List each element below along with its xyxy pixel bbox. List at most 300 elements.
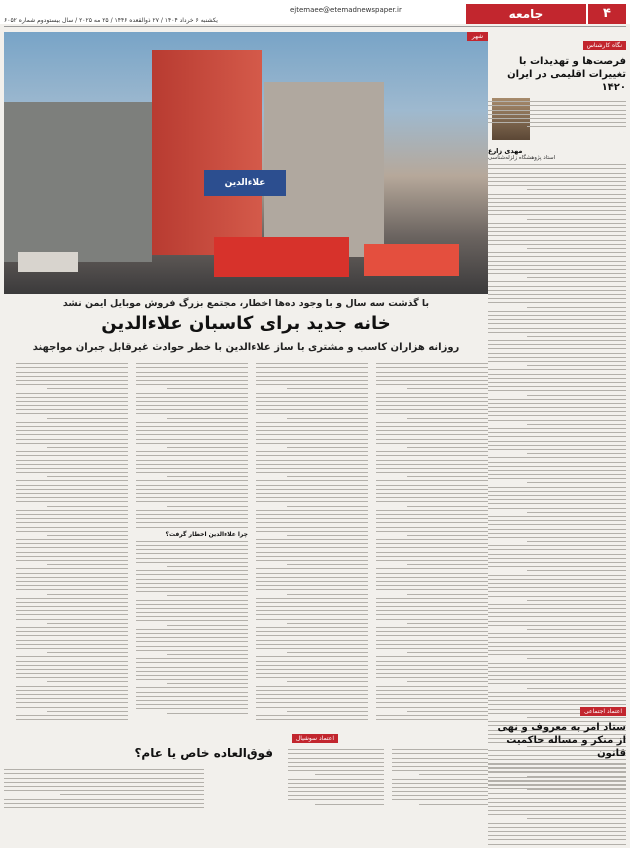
text-line (136, 671, 248, 672)
text-line (287, 564, 368, 565)
text-line (488, 319, 626, 320)
text-line (488, 194, 626, 195)
text-line (376, 522, 488, 523)
text-line (4, 807, 204, 808)
text-line (167, 418, 248, 419)
text-line (488, 831, 626, 832)
text-line (256, 602, 368, 603)
text-line (488, 386, 626, 387)
text-line (256, 698, 368, 699)
text-line (256, 581, 368, 582)
text-line (376, 514, 488, 515)
text-line (376, 468, 488, 469)
text-line (488, 168, 626, 169)
text-line (136, 514, 248, 515)
text-line (136, 460, 248, 461)
text-line (376, 656, 488, 657)
text-line (256, 489, 368, 490)
text-line (488, 785, 626, 786)
text-line (136, 553, 248, 554)
text-line (488, 411, 626, 412)
text-line (136, 637, 248, 638)
text-line (488, 591, 626, 592)
text-line (136, 574, 248, 575)
text-line (287, 594, 368, 595)
text-line (527, 688, 626, 689)
text-line (527, 600, 626, 601)
text-line (376, 640, 488, 641)
text-line (376, 401, 488, 402)
text-line (488, 587, 626, 588)
text-line (136, 583, 248, 584)
text-line (376, 531, 488, 532)
text-line (488, 432, 626, 433)
text-line (488, 562, 626, 563)
text-line (136, 620, 248, 621)
text-line (287, 506, 368, 507)
text-line (376, 719, 488, 720)
text-line (16, 430, 128, 431)
text-line (376, 602, 488, 603)
text-line (527, 818, 626, 819)
text-line (136, 430, 248, 431)
text-line (488, 692, 626, 693)
text-line (256, 598, 368, 599)
text-line (256, 514, 368, 515)
text-line (376, 631, 488, 632)
text-line (488, 164, 626, 165)
text-line (136, 662, 248, 663)
text-line (488, 369, 626, 370)
text-line (256, 661, 368, 662)
text-line (287, 418, 368, 419)
text-line (488, 185, 626, 186)
text-line (256, 640, 368, 641)
text-line (256, 686, 368, 687)
text-line (256, 468, 368, 469)
text-line (288, 787, 384, 788)
text-line (256, 531, 368, 532)
text-line (376, 460, 488, 461)
text-line (376, 422, 488, 423)
text-line (288, 783, 384, 784)
text-line (488, 382, 626, 383)
text-line (256, 485, 368, 486)
text-line (136, 468, 248, 469)
email-address[interactable]: ejtemaee@etemadnewspaper.ir (290, 6, 402, 14)
text-line (47, 535, 128, 536)
text-line (392, 787, 488, 788)
text-line (256, 397, 368, 398)
bottom-left-tag: اعتماد سوشیال (292, 734, 338, 743)
text-line (376, 409, 488, 410)
text-line (256, 426, 368, 427)
text-line (16, 619, 128, 620)
text-line (376, 443, 488, 444)
text-line (136, 455, 248, 456)
text-line (527, 512, 626, 513)
text-line (136, 541, 248, 542)
text-line (136, 687, 248, 688)
text-line (527, 189, 626, 190)
text-line (16, 627, 128, 628)
text-line (376, 434, 488, 435)
text-line (16, 501, 128, 502)
text-line (488, 516, 626, 517)
text-line (16, 686, 128, 687)
text-line (16, 422, 128, 423)
text-line (488, 474, 626, 475)
text-line (527, 365, 626, 366)
text-line (488, 181, 626, 182)
text-line (256, 380, 368, 381)
text-line (376, 472, 488, 473)
lead-kicker: با گذشت سه سال و با وجود ده‌ها اخطار، مجتمع بزرگ فروش موبایل ایمن نشد (62, 298, 430, 309)
text-line (16, 405, 128, 406)
text-line (136, 497, 248, 498)
text-line (256, 493, 368, 494)
text-line (256, 644, 368, 645)
text-line (256, 472, 368, 473)
page-number: ۴ (588, 4, 626, 24)
text-line (136, 549, 248, 550)
text-line (136, 579, 248, 580)
text-line (527, 629, 626, 630)
text-line (488, 466, 626, 467)
text-line (488, 407, 626, 408)
text-line (488, 671, 626, 672)
text-line (16, 510, 128, 511)
text-line (256, 480, 368, 481)
text-line (136, 510, 248, 511)
text-line (256, 677, 368, 678)
text-line (167, 566, 248, 567)
text-line (16, 493, 128, 494)
text-line (488, 764, 626, 765)
text-line (256, 635, 368, 636)
text-line (16, 434, 128, 435)
text-line (136, 708, 248, 709)
text-line (488, 214, 626, 215)
text-line (376, 527, 488, 528)
text-line (488, 210, 626, 211)
text-line (256, 464, 368, 465)
text-line (488, 286, 626, 287)
text-line (136, 363, 248, 364)
text-line (488, 772, 626, 773)
text-line (136, 367, 248, 368)
text-line (16, 665, 128, 666)
text-line (392, 766, 488, 767)
text-line (392, 753, 488, 754)
text-line (136, 633, 248, 634)
text-line (16, 393, 128, 394)
text-line (16, 514, 128, 515)
text-line (16, 573, 128, 574)
text-line (527, 336, 626, 337)
text-line (136, 612, 248, 613)
text-line (256, 430, 368, 431)
text-line (407, 652, 488, 653)
text-line (376, 661, 488, 662)
text-line (488, 579, 626, 580)
text-line (376, 547, 488, 548)
text-line (488, 202, 626, 203)
text-line (376, 393, 488, 394)
text-line (376, 451, 488, 452)
text-line (488, 835, 626, 836)
text-line (376, 577, 488, 578)
text-line (256, 422, 368, 423)
text-line (488, 177, 626, 178)
text-line (47, 418, 128, 419)
fire-truck (214, 237, 349, 277)
text-line (256, 363, 368, 364)
text-line (488, 654, 626, 655)
text-line (488, 344, 626, 345)
text-line (16, 397, 128, 398)
text-line (256, 460, 368, 461)
text-line (16, 640, 128, 641)
text-line (488, 616, 626, 617)
text-line (376, 497, 488, 498)
text-line (488, 311, 626, 312)
text-line (376, 635, 488, 636)
text-line (256, 376, 368, 377)
text-line (136, 518, 248, 519)
bottom-left-column-2 (288, 746, 384, 808)
text-line (136, 658, 248, 659)
text-line (256, 577, 368, 578)
text-line (16, 497, 128, 498)
text-line (488, 198, 626, 199)
bottom-right-article (488, 698, 626, 848)
text-line (288, 766, 384, 767)
text-line (488, 261, 626, 262)
text-line (376, 573, 488, 574)
text-line (256, 501, 368, 502)
text-line (136, 409, 248, 410)
text-line (392, 758, 488, 759)
sidebar-intro-lines (488, 101, 626, 127)
text-line (16, 372, 128, 373)
text-line (527, 789, 626, 790)
text-line (256, 614, 368, 615)
text-line (136, 401, 248, 402)
text-line (488, 802, 626, 803)
text-line (16, 589, 128, 590)
text-line (376, 614, 488, 615)
text-line (16, 560, 128, 561)
text-line (136, 562, 248, 563)
text-line (16, 380, 128, 381)
text-line (256, 547, 368, 548)
text-line (488, 348, 626, 349)
text-line (256, 543, 368, 544)
text-line (488, 240, 626, 241)
text-line (488, 399, 626, 400)
text-line (376, 485, 488, 486)
text-line (376, 397, 488, 398)
text-line (16, 610, 128, 611)
text-line (136, 675, 248, 676)
text-line (256, 719, 368, 720)
text-line (16, 439, 128, 440)
text-line (256, 694, 368, 695)
text-line (136, 692, 248, 693)
text-line (527, 219, 626, 220)
text-line (376, 384, 488, 385)
text-line (488, 235, 626, 236)
text-line (136, 527, 248, 528)
text-line (47, 476, 128, 477)
text-line (256, 497, 368, 498)
text-line (488, 281, 626, 282)
text-line (376, 585, 488, 586)
text-line (376, 367, 488, 368)
text-line (488, 173, 626, 174)
text-line (488, 529, 626, 530)
text-line (16, 635, 128, 636)
text-line (488, 810, 626, 811)
article-column-4 (16, 360, 128, 730)
text-line (16, 527, 128, 528)
text-line (488, 646, 626, 647)
text-line (256, 610, 368, 611)
text-line (136, 641, 248, 642)
text-line (16, 698, 128, 699)
text-line (16, 556, 128, 557)
text-line (287, 681, 368, 682)
text-line (376, 552, 488, 553)
text-line (392, 795, 488, 796)
text-line (392, 762, 488, 763)
text-line (16, 518, 128, 519)
text-line (376, 464, 488, 465)
text-line (136, 570, 248, 571)
text-line (376, 413, 488, 414)
text-line (256, 648, 368, 649)
text-line (256, 702, 368, 703)
text-line (527, 307, 626, 308)
text-line (392, 783, 488, 784)
lead-title: خانه جدید برای کاسبان علاءالدین (101, 313, 391, 334)
text-line (488, 332, 626, 333)
text-line (376, 669, 488, 670)
text-line (527, 424, 626, 425)
text-line (136, 443, 248, 444)
text-line (376, 665, 488, 666)
text-line (376, 698, 488, 699)
author-role: استاد پژوهشگاه زلزله‌شناسی (488, 155, 556, 161)
text-line (488, 520, 626, 521)
text-line (376, 702, 488, 703)
hero-photo (4, 32, 488, 294)
text-line (376, 493, 488, 494)
text-line (527, 248, 626, 249)
text-line (16, 426, 128, 427)
masthead-divider (4, 26, 626, 27)
bottom-left-column-1 (392, 746, 488, 808)
text-line (16, 443, 128, 444)
text-line (488, 244, 626, 245)
text-line (488, 683, 626, 684)
text-line (136, 696, 248, 697)
text-line (136, 485, 248, 486)
text-line (488, 457, 626, 458)
text-line (488, 844, 626, 845)
text-line (16, 522, 128, 523)
text-line (488, 604, 626, 605)
text-line (47, 681, 128, 682)
text-line (376, 673, 488, 674)
text-line (256, 573, 368, 574)
text-line (136, 501, 248, 502)
text-line (407, 681, 488, 682)
text-line (16, 715, 128, 716)
text-line (288, 762, 384, 763)
text-line (488, 793, 626, 794)
section-title: جامعه (466, 4, 586, 24)
text-line (256, 522, 368, 523)
text-line (16, 677, 128, 678)
text-line (136, 393, 248, 394)
text-line (407, 388, 488, 389)
text-line (47, 506, 128, 507)
text-line (136, 558, 248, 559)
text-line (392, 770, 488, 771)
text-line (16, 552, 128, 553)
text-line (4, 790, 204, 791)
text-line (488, 445, 626, 446)
text-line (16, 656, 128, 657)
text-line (256, 665, 368, 666)
text-line (16, 363, 128, 364)
text-line (488, 462, 626, 463)
text-line (376, 589, 488, 590)
text-line (392, 749, 488, 750)
text-line (47, 594, 128, 595)
text-line (407, 623, 488, 624)
text-line (407, 711, 488, 712)
text-line (488, 487, 626, 488)
text-line (376, 715, 488, 716)
text-line (376, 372, 488, 373)
text-line (527, 658, 626, 659)
text-line (16, 602, 128, 603)
text-line (136, 397, 248, 398)
text-line (376, 405, 488, 406)
text-line (256, 673, 368, 674)
text-line (136, 422, 248, 423)
text-line (376, 430, 488, 431)
dateline: یکشنبه ۶ خرداد ۱۴۰۴ / ۲۷ ذوالقعده ۱۴۴۶ / ۲۵ مه ۲۰۲۵ / سال بیستودوم شماره ۶۰۵۲ (4, 17, 218, 24)
text-line (376, 510, 488, 511)
text-line (488, 650, 626, 651)
text-line (488, 449, 626, 450)
text-line (16, 455, 128, 456)
article-column-2 (256, 360, 368, 730)
text-line (16, 707, 128, 708)
text-line (256, 560, 368, 561)
text-line (287, 535, 368, 536)
text-line (16, 401, 128, 402)
text-line (136, 616, 248, 617)
article-column-3 (136, 360, 248, 730)
text-line (488, 390, 626, 391)
bottom-right-tag: اعتماد اجتماعی (580, 707, 626, 716)
text-line (488, 227, 626, 228)
